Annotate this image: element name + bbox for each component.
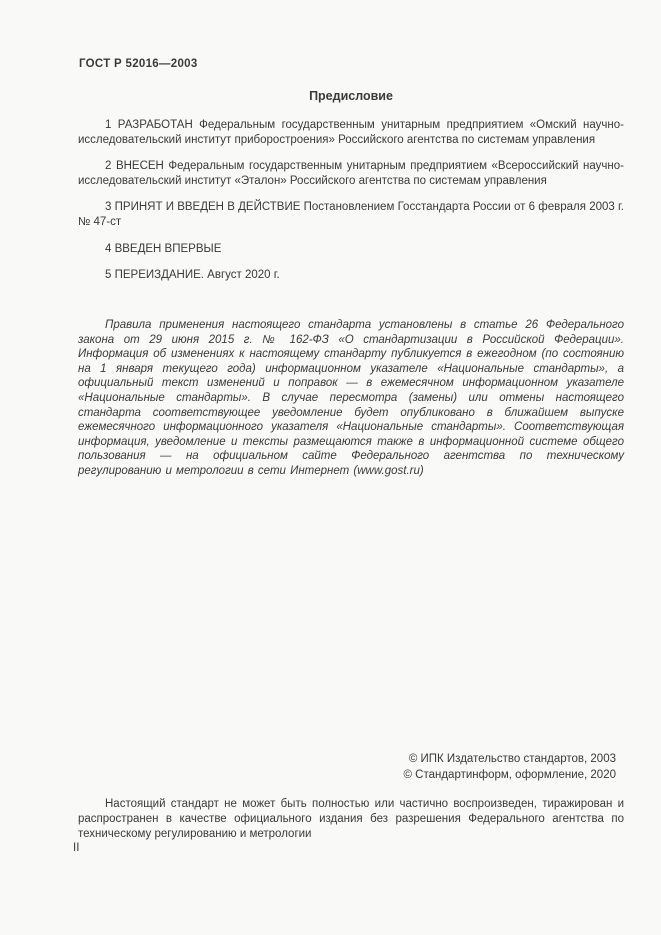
foreword-item-pereizdanie: 5 ПЕРЕИЗДАНИЕ. Август 2020 г. [105, 269, 280, 282]
reproduction-restriction: Настоящий стандарт не может быть полностью или частично воспроизведен, тиражирован и распространен в качестве официального издания без разрешения Федерального агентства по техническому регулированию и метрологии [78, 798, 624, 840]
page-number: II [73, 842, 80, 854]
copyright-block [78, 752, 616, 783]
doc-header-code: ГОСТ Р 52016—2003 [79, 58, 198, 70]
foreword-list [78, 118, 624, 295]
legal-notice: Правила применения настоящего стандарта установлены в статье 26 Федерального закона от 29 июня 2015 г. № 162-ФЗ «О стандартизации в Российской Федерации». Информация об изменениях к настоящему стандарту публикуется в ежегодном (по состоянию на 1 января текущего года) информационном указателе «Национальные стандарты», а официальный текст изменений и поправок — в ежемесячном информационном указателе «Национальные стандарты». В случае пересмотра (замены) или отмены настоящего стандарта соответствующее уведомление будет опубликовано в ближайшем выпуске ежемесячного информационного указателя «Национальные стандарты». Соответствующая информация, уведомление и тексты размещаются также в информационной системе общего пользования — на официальном сайте Федерального агентства по техническому регулированию и метрологии в сети Интернет (www.gost.ru) [78, 319, 624, 477]
foreword-item-prinyat: 3 ПРИНЯТ И ВВЕДЕН В ДЕЙСТВИЕ Постановлением Госстандарта России от 6 февраля 2003 г. № 47-ст [78, 201, 624, 228]
foreword-item-vveden: 4 ВВЕДЕН ВПЕРВЫЕ [105, 242, 222, 255]
copyright-line-ipk: © ИПК Издательство стандартов, 2003 [408, 753, 616, 765]
section-title-foreword: Предисловие [309, 89, 393, 103]
copyright-line-standartinform: © Стандартинформ, оформление, 2020 [403, 768, 616, 781]
foreword-item-vnesen: 2 ВНЕСЕН Федеральным государственным унитарным предприятием «Всероссийский научно-исследовательский институт «Эталон» Российского агентства по системам управления [78, 160, 624, 187]
foreword-item-razrabotan: 1 РАЗРАБОТАН Федеральным государственным унитарным предприятием «Омский научно-исследовательский институт приборостроения» Российского агентства по системам управления [78, 119, 624, 146]
